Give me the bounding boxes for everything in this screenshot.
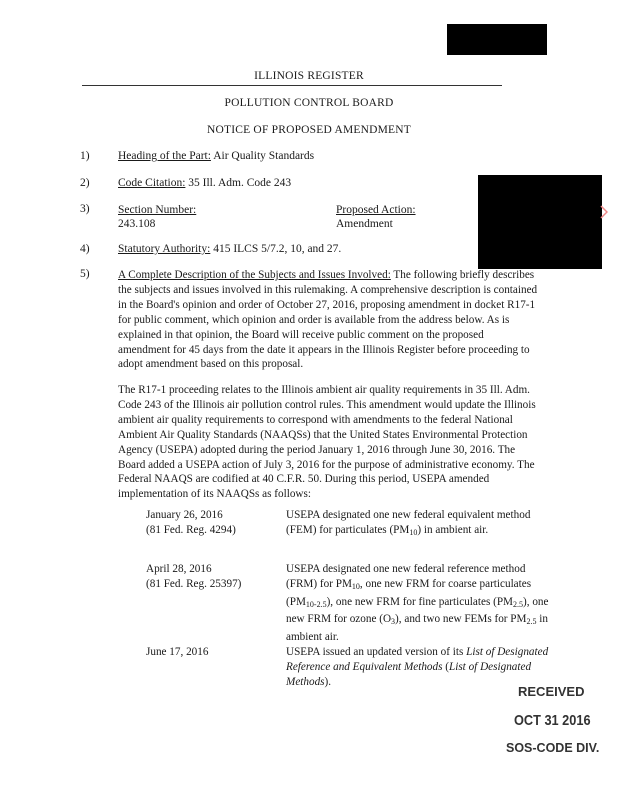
- item-proposed-action: [336, 203, 416, 231]
- item-number-4: 4): [80, 243, 90, 255]
- description-paragraph-1: [118, 268, 538, 372]
- desc-subscript: 2.5: [526, 617, 537, 627]
- entry-date: April 28, 2016: [146, 563, 212, 575]
- item-value: 35 Ill. Adm. Code 243: [188, 177, 292, 189]
- header-rule: [82, 85, 502, 86]
- item-heading-of-part: [118, 150, 314, 162]
- redaction-box-right: [478, 175, 602, 269]
- item-label: Heading of the Part:: [118, 150, 211, 162]
- desc-text: (: [442, 660, 449, 673]
- item-statutory-authority: [118, 243, 341, 255]
- entry-description-1: [286, 508, 536, 541]
- desc-text: ), one new FRM for ozone (O: [286, 595, 549, 626]
- notice-title: NOTICE OF PROPOSED AMENDMENT: [207, 124, 411, 136]
- entry-date-2: [146, 562, 276, 592]
- desc-subscript: 10: [409, 527, 418, 537]
- description-paragraph-2: [118, 383, 538, 502]
- desc-subscript: 10: [351, 581, 360, 591]
- received-stamp-date: OCT 31 2016: [514, 712, 591, 729]
- item-label: Section Number:: [118, 204, 197, 216]
- received-stamp-division: SOS-CODE DIV.: [506, 741, 600, 755]
- desc-text: USEPA designated one new federal equivalent method (FEM) for particulates (PM: [286, 509, 531, 536]
- desc-text: ).: [324, 675, 332, 688]
- entry-citation: (81 Fed. Reg. 4294): [146, 523, 236, 536]
- item-value: Amendment: [336, 218, 393, 230]
- item-value: 415 ILCS 5/7.2, 10, and 27.: [213, 243, 342, 255]
- item-number-3: 3): [80, 203, 90, 215]
- desc-text: , one new FRM for coarse particulates (PM: [286, 577, 532, 608]
- item-code-citation: [118, 177, 291, 189]
- entry-date-1: [146, 508, 276, 538]
- description-text-2: The R17-1 proceeding relates to the Illinois ambient air quality requirements in 35 Ill. Adm. Code 243 of the Illinois air pollution control rules. This amendment would update the Illinois ambient air quality requirements to correspond with amendments to the federal National Ambient Air Quality Standards (NAAQSs) that the United States Environmental Protection Agency (USEPA) adopted during the period January 1, 2016 through June 30, 2016. The Board added a USEPA action of July 3, 2016 for the purpose of administrative economy. The Federal NAAQS are codified at 40 C.F.R. 50. During this period, USEPA amended implementation of its NAAQSs as follows:: [118, 384, 536, 501]
- entry-citation: (81 Fed. Reg. 25397): [146, 577, 242, 590]
- item-number-5: 5): [80, 268, 90, 280]
- desc-text: USEPA designated one new federal reference method (FRM) for PM: [286, 563, 526, 590]
- entry-description-3: [286, 645, 556, 689]
- register-title: ILLINOIS REGISTER: [254, 70, 364, 82]
- item-label: Code Citation:: [118, 177, 186, 189]
- agency-title: POLLUTION CONTROL BOARD: [224, 97, 394, 109]
- item-number-2: 2): [80, 177, 90, 189]
- item-value: Air Quality Standards: [213, 150, 315, 162]
- desc-subscript: 2.5: [513, 599, 523, 609]
- description-text: The following briefly describes the subjects and issues involved in this rulemaking. A comprehensive description is contained in the Board's opinion and order of October 27, 2016, proposing amendment in docket R17-1 for public comment, which opinion and order is available from the address below. As is explained in that opinion, the Board will receive public comment on the proposed amendment for 45 days from the date it appears in the Illinois Register before proceeding to adopt amendment based on this proposal.: [118, 269, 538, 371]
- desc-text: ) in ambient air.: [417, 523, 489, 536]
- item-label: Proposed Action:: [336, 204, 416, 216]
- desc-text: ), one new FRM for fine particulates (PM: [326, 595, 513, 608]
- desc-subscript: 10-2.5: [305, 599, 327, 609]
- desc-text: ), and two new FEMs for PM: [395, 613, 527, 626]
- desc-italic: List of Designated Methods: [286, 660, 532, 688]
- entry-description-2: [286, 562, 556, 645]
- item-value: 243.108: [118, 218, 156, 230]
- desc-text: USEPA issued an updated version of its: [286, 646, 467, 658]
- entry-date: January 26, 2016: [146, 509, 223, 521]
- desc-text: in ambient air.: [286, 613, 548, 644]
- margin-mark-icon: [600, 205, 608, 219]
- received-stamp: RECEIVED: [518, 684, 585, 699]
- desc-italic: List of Designated Reference and Equivalent Methods: [286, 646, 549, 673]
- entry-date-3: [146, 645, 276, 660]
- item-number-1: 1): [80, 150, 90, 162]
- entry-date: June 17, 2016: [146, 646, 209, 658]
- desc-subscript: 3: [391, 617, 396, 627]
- item-section-number: [118, 203, 196, 231]
- item-label: Statutory Authority:: [118, 243, 211, 255]
- redaction-box-top: [447, 24, 547, 55]
- description-label: A Complete Description of the Subjects and Issues Involved:: [118, 269, 391, 281]
